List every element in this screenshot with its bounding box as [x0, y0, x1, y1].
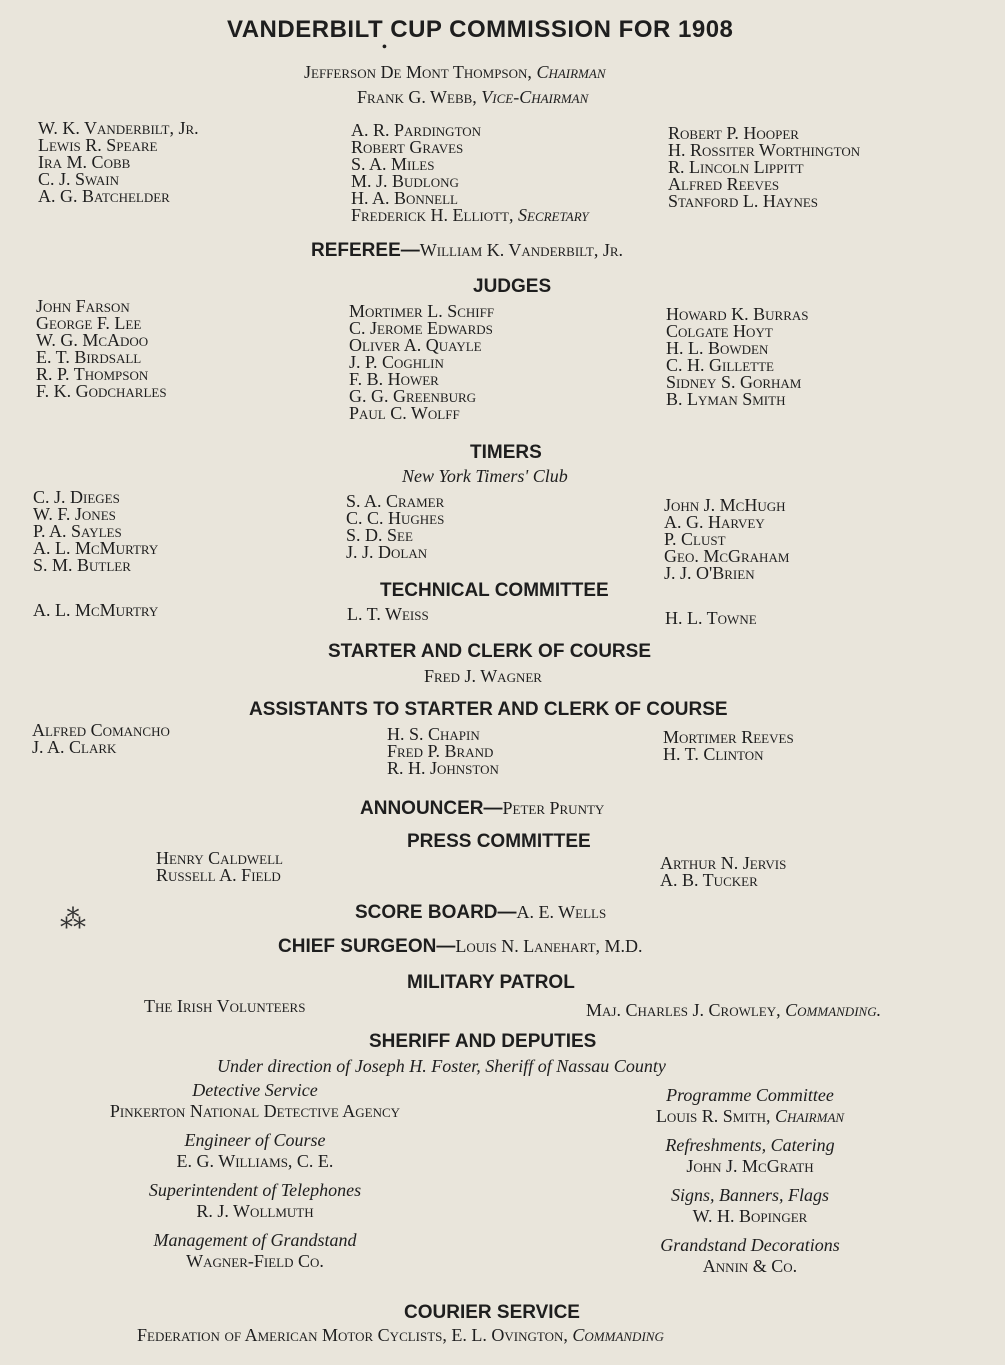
chairman-role: Chairman — [536, 62, 606, 82]
timer-name: C. C. Hughes — [346, 508, 445, 528]
timers-right-column — [664, 497, 789, 582]
courier-role: Commanding — [572, 1325, 664, 1345]
judges-right-column — [666, 306, 809, 408]
assistants-left-column — [32, 722, 170, 756]
service-name: Pinkerton National Detective Agency — [109, 1101, 401, 1121]
military-commander-role: Commanding. — [785, 1000, 882, 1020]
service-title: Programme Committee — [666, 1085, 834, 1105]
judge-name: B. Lyman Smith — [666, 389, 786, 409]
announcer-name: Peter Prunty — [502, 798, 605, 818]
press-member-name: Arthur N. Jervis — [660, 853, 787, 873]
assistant-name: Mortimer Reeves — [663, 727, 794, 747]
military-right — [586, 1002, 881, 1019]
assistants-heading: ASSISTANTS TO STARTER AND CLERK OF COURSE — [249, 699, 728, 720]
score-board-line — [355, 902, 606, 924]
assistant-name: Fred P. Brand — [387, 741, 494, 761]
vice-chairman-line — [357, 89, 588, 106]
technical-middle: L. T. Weiss — [347, 604, 429, 624]
timer-name: S. D. See — [346, 525, 413, 545]
commission-right-column — [668, 125, 860, 210]
assistant-name: Alfred Comancho — [32, 720, 170, 740]
score-board-name: A. E. Wells — [516, 902, 607, 922]
judge-name: G. G. Greenburg — [349, 386, 477, 406]
member-name: C. J. Swain — [38, 169, 119, 189]
judge-name: C. Jerome Edwards — [349, 318, 493, 338]
announcer-line — [360, 798, 604, 820]
judge-name: Paul C. Wolff — [349, 403, 460, 423]
timers-heading: TIMERS — [470, 442, 542, 463]
timer-name: John J. McHugh — [664, 495, 786, 515]
assistant-name: H. S. Chapin — [387, 724, 480, 744]
service-name: Annin & Co. — [702, 1256, 798, 1276]
press-member-name: A. B. Tucker — [660, 870, 758, 890]
timer-name: C. J. Dieges — [33, 487, 120, 507]
press-left-column — [156, 850, 283, 884]
timer-name: S. A. Cramer — [346, 491, 445, 511]
assistant-name: J. A. Clark — [32, 737, 117, 757]
service-role: Chairman — [775, 1106, 845, 1126]
press-member-name: Henry Caldwell — [156, 848, 283, 868]
chairman-line — [304, 64, 605, 81]
timers-left-column — [33, 489, 158, 574]
judge-name: Sidney S. Gorham — [666, 372, 802, 392]
judge-name: F. B. Hower — [349, 369, 439, 389]
courier-heading: COURIER SERVICE — [404, 1302, 580, 1323]
chief-surgeon-name: Louis N. Lanehart, M.D. — [455, 936, 643, 956]
courier-text: Federation of American Motor Cyclists, E. L. Ovington, — [137, 1325, 568, 1345]
judge-name: Oliver A. Quayle — [349, 335, 482, 355]
member-name: W. K. Vanderbilt, Jr. — [38, 118, 199, 138]
assistants-right-column — [663, 729, 794, 763]
timer-name: P. A. Sayles — [33, 521, 122, 541]
judge-name: John Farson — [36, 296, 130, 316]
service-name: Louis R. Smith, — [655, 1106, 771, 1126]
press-member-name: Russell A. Field — [156, 865, 281, 885]
secretary-name: Frederick H. Elliott, — [351, 205, 514, 225]
timer-name: J. J. Dolan — [346, 542, 428, 562]
member-name: H. Rossiter Worthington — [668, 140, 861, 160]
referee-label: REFEREE— — [311, 240, 420, 261]
assistant-name: R. H. Johnston — [387, 758, 499, 778]
military-heading: MILITARY PATROL — [407, 972, 575, 993]
service-title: Superintendent of Telephones — [148, 1180, 362, 1200]
member-name: Robert P. Hooper — [668, 123, 799, 143]
assistants-middle-column — [387, 726, 499, 777]
member-name: Robert Graves — [351, 137, 464, 157]
service-name: John J. McGrath — [686, 1156, 814, 1176]
judges-left-column — [36, 298, 167, 400]
judge-name: George F. Lee — [36, 313, 142, 333]
timer-name: W. F. Jones — [33, 504, 116, 524]
judge-name: F. K. Godcharles — [36, 381, 167, 401]
military-commander-name: Maj. Charles J. Crowley, — [586, 1000, 781, 1020]
press-right-column — [660, 855, 786, 889]
technical-right: H. L. Towne — [665, 608, 757, 628]
service-title: Management of Grandstand — [153, 1230, 357, 1250]
vice-chairman-role: Vice-Chairman — [481, 87, 589, 107]
secretary-role: Secretary — [518, 205, 589, 225]
timer-name: P. Clust — [664, 529, 726, 549]
timer-name: A. L. McMurtry — [33, 538, 159, 558]
assistant-name: H. T. Clinton — [663, 744, 764, 764]
secretary-line — [351, 207, 589, 224]
vice-chairman-name: Frank G. Webb, — [357, 87, 477, 107]
service-title: Detective Service — [192, 1080, 318, 1100]
sheriff-heading: SHERIFF AND DEPUTIES — [369, 1031, 597, 1052]
timers-middle-column — [346, 493, 444, 561]
services-left-column — [20, 1080, 490, 1270]
judge-name: J. P. Coghlin — [349, 352, 444, 372]
timer-name: A. G. Harvey — [664, 512, 765, 532]
services-right-column — [600, 1085, 900, 1275]
technical-heading: TECHNICAL COMMITTEE — [380, 580, 609, 601]
service-title: Engineer of Course — [184, 1130, 326, 1150]
member-name: R. Lincoln Lippitt — [668, 157, 804, 177]
margin-mark: ⁂ — [60, 905, 86, 934]
timer-name: J. J. O'Brien — [664, 563, 755, 583]
judge-name: H. L. Bowden — [666, 338, 769, 358]
chief-surgeon-line — [278, 936, 643, 958]
member-name: Ira M. Cobb — [38, 152, 131, 172]
member-name: M. J. Budlong — [351, 171, 459, 191]
member-name: Lewis R. Speare — [38, 135, 158, 155]
sheriff-line: Under direction of Joseph H. Foster, Sheriff of Nassau County — [217, 1056, 666, 1076]
chairman-name: Jefferson De Mont Thompson, — [304, 62, 532, 82]
commission-left-column — [38, 120, 199, 205]
judge-name: E. T. Birdsall — [36, 347, 142, 367]
page-title: VANDERBILT CUP COMMISSION FOR 1908 — [227, 16, 734, 43]
timers-club: New York Timers' Club — [402, 466, 568, 486]
judge-name: Colgate Hoyt — [666, 321, 773, 341]
judge-name: Mortimer L. Schiff — [349, 301, 495, 321]
member-name: A. R. Pardington — [351, 120, 482, 140]
technical-left: A. L. McMurtry — [33, 600, 159, 620]
service-title: Grandstand Decorations — [660, 1235, 840, 1255]
judge-name: W. G. McAdoo — [36, 330, 149, 350]
referee-line — [311, 240, 623, 262]
referee-name: William K. Vanderbilt, Jr. — [419, 240, 624, 260]
member-name: Alfred Reeves — [668, 174, 780, 194]
service-name: Wagner-Field Co. — [186, 1251, 324, 1271]
judges-middle-column — [349, 303, 494, 422]
member-name: Stanford L. Haynes — [668, 191, 819, 211]
commission-middle-column — [351, 122, 589, 224]
member-name: H. A. Bonnell — [351, 188, 458, 208]
military-left: The Irish Volunteers — [144, 996, 306, 1016]
starter-heading: STARTER AND CLERK OF COURSE — [328, 641, 651, 662]
member-name: S. A. Miles — [351, 154, 435, 174]
chief-surgeon-label: CHIEF SURGEON— — [278, 936, 456, 957]
press-heading: PRESS COMMITTEE — [407, 831, 591, 852]
judge-name: R. P. Thompson — [36, 364, 149, 384]
announcer-label: ANNOUNCER— — [360, 798, 503, 819]
member-name: A. G. Batchelder — [38, 186, 170, 206]
service-name: E. G. Williams, C. E. — [176, 1151, 334, 1171]
starter-name: Fred J. Wagner — [424, 666, 542, 686]
timer-name: S. M. Butler — [33, 555, 131, 575]
judges-heading: JUDGES — [473, 276, 552, 297]
service-name-line — [600, 1108, 900, 1125]
courier-line — [137, 1327, 664, 1344]
service-name: W. H. Bopinger — [692, 1206, 808, 1226]
service-title: Signs, Banners, Flags — [670, 1185, 829, 1205]
service-title: Refreshments, Catering — [665, 1135, 835, 1155]
title-ornament: • — [382, 40, 387, 55]
score-board-label: SCORE BOARD— — [355, 902, 517, 923]
judge-name: C. H. Gillette — [666, 355, 774, 375]
judge-name: Howard K. Burras — [666, 304, 809, 324]
service-name: R. J. Wollmuth — [196, 1201, 314, 1221]
timer-name: Geo. McGraham — [664, 546, 790, 566]
